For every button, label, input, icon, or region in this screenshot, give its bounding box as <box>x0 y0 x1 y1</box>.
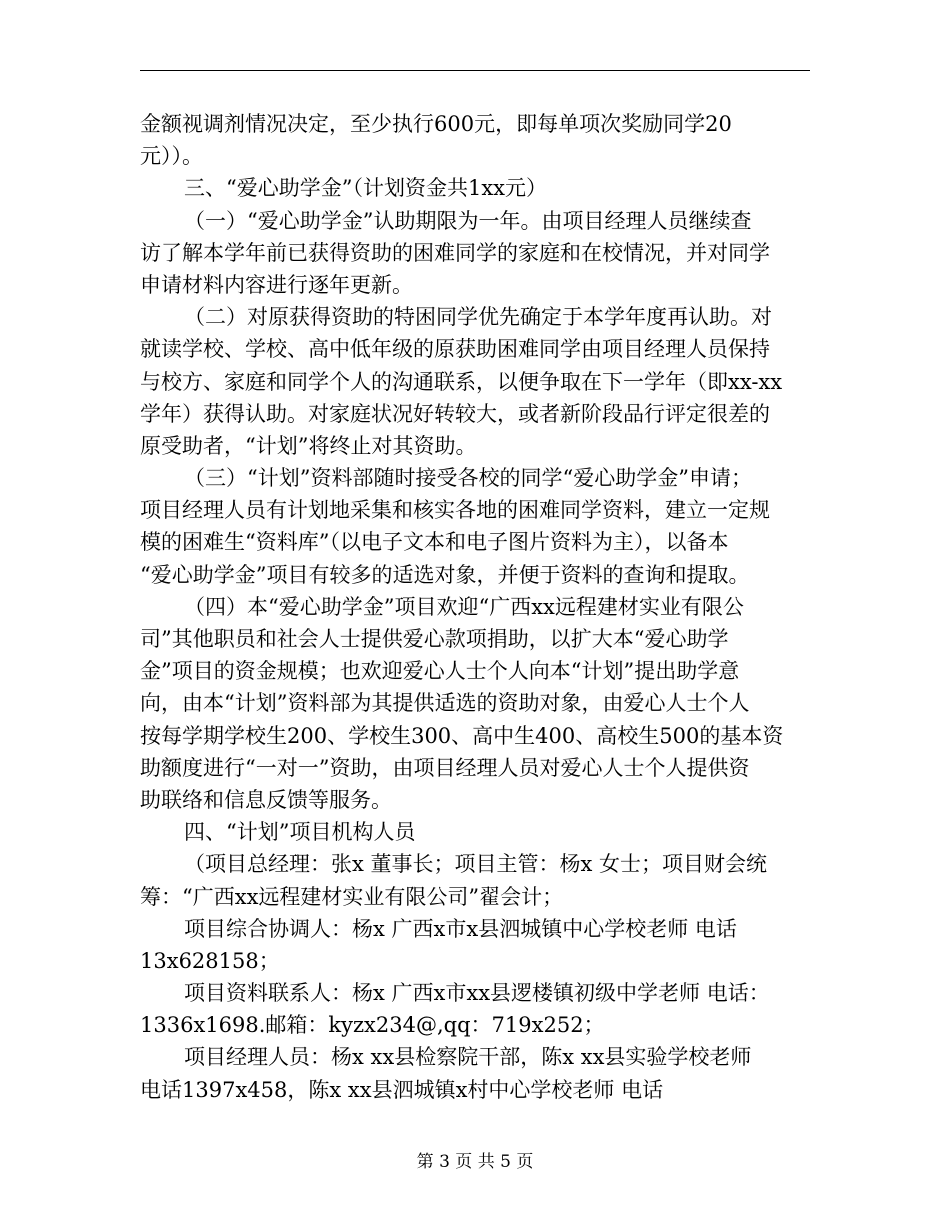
text-line: 1336x1698.邮箱：kyzx234@,qq：719x252； <box>140 1013 605 1038</box>
text-line: 四、“计划”项目机构人员 <box>184 820 416 845</box>
text-line: 金”项目的资金规模；也欢迎爱心人士个人向本“计划”提出助学意 <box>140 659 740 684</box>
page-number-footer: 第 3 页 共 5 页 <box>416 1152 534 1172</box>
text-line: 访了解本学年前已获得资助的困难同学的家庭和在校情况，并对同学 <box>140 240 770 265</box>
text-line: 原受助者，“计划”将终止对其资助。 <box>140 433 477 458</box>
text-line: 向，由本“计划”资料部为其提供适选的资助对象，由爱心人士个人 <box>140 691 750 716</box>
text-line: 电话1397x458，陈x xx县泗城镇x村中心学校老师 电话 <box>140 1077 664 1102</box>
text-line: （四）本“爱心助学金”项目欢迎“广西xx远程建材实业有限公 <box>184 594 744 619</box>
text-line: 三、“爱心助学金”（计划资金共1xx元） <box>184 176 548 201</box>
text-line: 按每学期学校生200、学校生300、高中生400、高校生500的基本资 <box>140 723 784 748</box>
text-line: 助额度进行“一对一”资助，由项目经理人员对爱心人士个人提供资 <box>140 755 750 780</box>
text-line: 筹：“广西xx远程建材实业有限公司”翟会计； <box>140 884 564 909</box>
text-line: 学年）获得认助。对家庭状况好转较大，或者新阶段品行评定很差的 <box>140 401 770 426</box>
text-line: （项目总经理：张x 董事长；项目主管：杨x 女士；项目财会统 <box>184 852 768 877</box>
text-line: 助联络和信息反馈等服务。 <box>140 787 392 812</box>
text-line: 项目综合协调人：杨x 广西x市x县泗城镇中心学校老师 电话 <box>184 916 737 941</box>
text-line: 13x628158； <box>140 948 280 973</box>
text-line: 申请材料内容进行逐年更新。 <box>140 272 413 297</box>
document-body <box>140 108 810 1106</box>
text-line: （一）“爱心助学金”认助期限为一年。由项目经理人员继续查 <box>184 208 752 233</box>
text-line: “爱心助学金”项目有较多的适选对象，并便于资料的查询和提取。 <box>140 562 750 587</box>
text-line: 项目经理人员：杨x xx县检察院干部，陈x xx县实验学校老师 <box>184 1045 752 1070</box>
text-line: 项目经理人员有计划地采集和核实各地的困难同学资料，建立一定规 <box>140 498 770 523</box>
text-line: 元））。 <box>140 144 203 169</box>
text-line: 金额视调剂情况决定，至少执行600元，即每单项次奖励同学20 <box>140 112 732 136</box>
text-line: 与校方、家庭和同学个人的沟通联系，以便争取在下一学年（即xx-xx <box>140 369 783 394</box>
text-line: 就读学校、学校、高中低年级的原获助困难同学由项目经理人员保持 <box>140 337 770 362</box>
text-line: 模的困难生“资料库”（以电子文本和电子图片资料为主），以备本 <box>140 530 729 555</box>
text-line: 项目资料联系人：杨x 广西x市xx县逻楼镇初级中学老师 电话： <box>184 981 770 1006</box>
header-rule <box>140 70 810 71</box>
text-line: （二）对原获得资助的特困同学优先确定于本学年度再认助。对 <box>184 305 772 330</box>
text-line: （三）“计划”资料部随时接受各校的同学“爱心助学金”申请； <box>184 466 752 491</box>
text-line: 司”其他职员和社会人士提供爱心款项捐助，以扩大本“爱心助学 <box>140 627 729 651</box>
